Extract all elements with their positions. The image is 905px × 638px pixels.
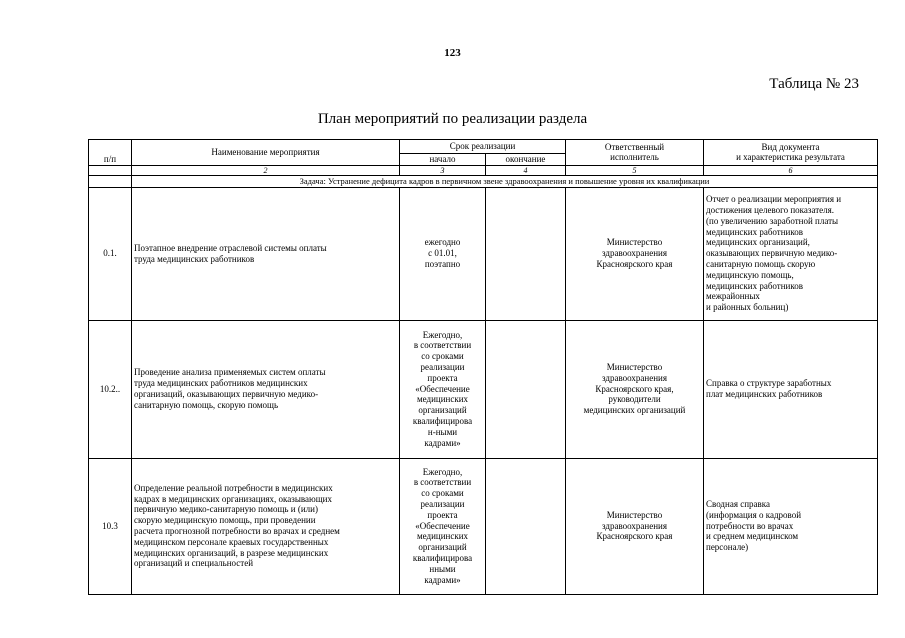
row-document: Справка о структуре заработных плат медицинских работников bbox=[704, 320, 878, 458]
row-activity: Поэтапное внедрение отраслевой системы оплаты труда медицинских работников bbox=[132, 187, 400, 320]
header-responsible: Ответственный исполнитель bbox=[566, 140, 704, 166]
task-spacer bbox=[89, 176, 132, 187]
row-document: Сводная справка (информация о кадровой потребности во врачах и среднем медицинском персонале) bbox=[704, 458, 878, 594]
plan-table bbox=[88, 139, 878, 595]
row-activity: Определение реальной потребности в медицинских кадрах в медицинских организациях, оказывающих первичную медико-санитарную помощь и (или) скорую медицинскую помощь, при проведении расчета прогнозной потребности во врачах и среднем медицинском персонале краевых государственных медицинских организаций, в разрезе медицинских организаций и специальностей bbox=[132, 458, 400, 594]
table-row bbox=[89, 187, 878, 320]
page-number: 123 bbox=[444, 47, 461, 59]
row-responsible: Министерство здравоохранения Красноярского края bbox=[566, 458, 704, 594]
column-number: 3 bbox=[400, 165, 486, 176]
row-activity: Проведение анализа применяемых систем оплаты труда медицинских работников медицинских организаций, оказывающих первичную медико- санитарную помощь, скорую помощь bbox=[132, 320, 400, 458]
column-number: 6 bbox=[704, 165, 878, 176]
header-document: Вид документа и характеристика результата bbox=[704, 140, 878, 166]
row-document: Отчет о реализации мероприятия и достижения целевого показателя. (по увеличению заработной платы медицинских работников медицинских организаций, оказывающих первичную медико- санитарную помощь скорую медицинскую помощь, медицинских работников межрайонных и районных больниц) bbox=[704, 187, 878, 320]
row-responsible: Министерство здравоохранения Красноярского края bbox=[566, 187, 704, 320]
header-num: п/п bbox=[89, 140, 132, 166]
row-end bbox=[486, 187, 566, 320]
row-number: 0.1. bbox=[89, 187, 132, 320]
table-row bbox=[89, 458, 878, 594]
row-number: 10.3 bbox=[89, 458, 132, 594]
document-title: План мероприятий по реализации раздела bbox=[317, 111, 588, 127]
row-start: Ежегодно, в соответствии со сроками реализации проекта «Обеспечение медицинских организаций квалифицирова н-ными кадрами» bbox=[400, 320, 486, 458]
column-number: 4 bbox=[486, 165, 566, 176]
header-end: окончание bbox=[486, 154, 566, 166]
table-number: Таблица № 23 bbox=[769, 76, 859, 92]
header-start: начало bbox=[400, 154, 486, 166]
row-responsible: Министерство здравоохранения Красноярского края, руководители медицинских организаций bbox=[566, 320, 704, 458]
column-number bbox=[89, 165, 132, 176]
column-number: 5 bbox=[566, 165, 704, 176]
header-term: Срок реализации bbox=[400, 140, 566, 154]
header-name: Наименование мероприятия bbox=[132, 140, 400, 166]
row-start: ежегодно с 01.01, поэтапно bbox=[400, 187, 486, 320]
task-row: Задача: Устранение дефицита кадров в первичном звене здравоохранения и повышение уровня их квалификации bbox=[132, 176, 878, 187]
column-number: 2 bbox=[132, 165, 400, 176]
row-end bbox=[486, 320, 566, 458]
row-start: Ежегодно, в соответствии со сроками реализации проекта «Обеспечение медицинских организаций квалифицирова нными кадрами» bbox=[400, 458, 486, 594]
table-row bbox=[89, 320, 878, 458]
row-number: 10.2.. bbox=[89, 320, 132, 458]
row-end bbox=[486, 458, 566, 594]
